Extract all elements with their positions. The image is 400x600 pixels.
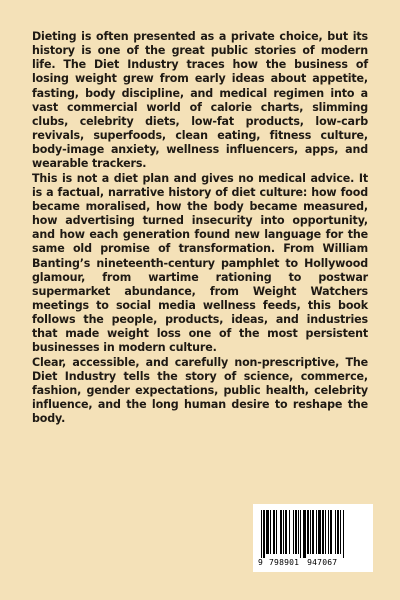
barcode-bar — [335, 510, 336, 554]
blurb-paragraph-3: Clear, accessible, and carefully non-prescriptive, The Diet Industry tells the story of science, commerce, fashion, gender expectations, public health, celebrity influence, and the long human desire to reshape the body. — [32, 355, 368, 426]
barcode-bar — [303, 510, 306, 558]
barcode-digits-last: 947067 — [307, 558, 338, 567]
barcode-bar — [261, 510, 262, 558]
barcode-bar — [330, 510, 332, 554]
barcode-digit-first: 9 — [258, 558, 264, 567]
barcode-bar — [312, 510, 314, 554]
barcode-bar — [316, 510, 317, 554]
barcode-bar — [310, 510, 311, 554]
barcode-bar — [328, 510, 329, 554]
blurb-paragraph-1: Dieting is often presented as a private choice, but its history is one of the great public stories of modern life. The Diet Industry traces how the business of losing weight grew from early ideas about appetite, fasting, body discipline, and medical regimen into a vast commercial world of calorie charts, slimming clubs, celebrity diets, low-fat products, low-carb revivals, superfoods, clean eating, fitness culture, body-image anxiety, wellness influencers, apps, and wearable trackers. — [32, 30, 368, 171]
barcode-bar — [295, 510, 297, 554]
blurb — [32, 30, 368, 426]
barcode-bar — [318, 510, 321, 554]
barcode-bar — [293, 510, 294, 554]
barcode-digits-middle: 798901 — [269, 558, 300, 567]
barcode-bar — [337, 510, 339, 554]
barcode-bar — [280, 510, 282, 554]
barcode-bar — [307, 510, 309, 554]
barcode-bar — [322, 510, 324, 554]
barcode-bar — [270, 510, 271, 554]
barcode-bar — [273, 510, 275, 554]
barcode-bar — [283, 510, 284, 554]
barcode-bar — [266, 510, 269, 554]
barcode-bar — [343, 510, 344, 558]
barcode-bar — [289, 510, 290, 554]
blurb-paragraph-2: This is not a diet plan and gives no medical advice. It is a factual, narrative history of diet culture: how food became moralised, how the body became measured, how advertising turned insecurity into opportunity, and how each generation found new language for the same old promise of transformation. From William Banting’s nineteenth-century pamphlet to Hollywood glamour, from wartime rationing to postwar supermarket abundance, from Weight Watchers meetings to social media wellness feeds, this book follows the people, products, ideas, and industries that made weight loss one of the most persistent businesses in modern culture. — [32, 171, 368, 355]
barcode-bars — [259, 510, 367, 558]
barcode-bar — [300, 510, 301, 558]
barcode-bar — [298, 510, 299, 554]
barcode-bar — [263, 510, 265, 558]
barcode-bar — [325, 510, 326, 554]
barcode — [253, 504, 373, 572]
barcode-bar — [276, 510, 277, 554]
barcode-bar — [340, 510, 341, 554]
barcode-digits — [258, 558, 370, 568]
barcode-bar — [285, 510, 287, 554]
